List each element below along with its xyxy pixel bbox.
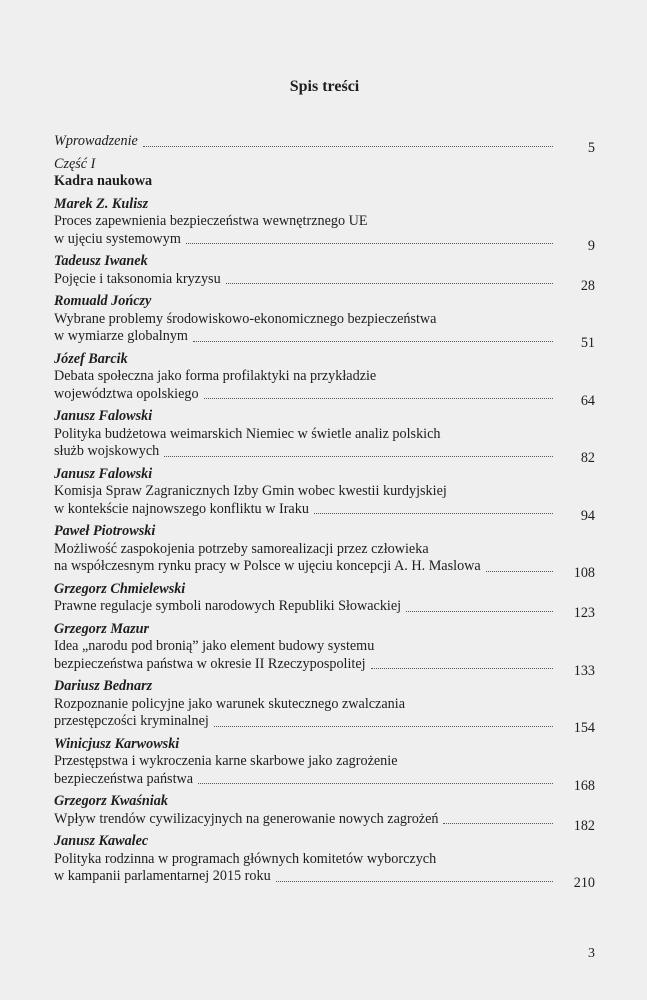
toc-entry-page: 108 (573, 565, 595, 581)
toc-entry-author: Paweł Piotrowski (54, 523, 156, 539)
page-number: 3 (588, 946, 595, 961)
toc-entry-page: 9 (587, 237, 595, 254)
toc-entry (54, 620, 595, 679)
dot-leader (143, 145, 553, 147)
toc-entry-last-line (54, 558, 595, 581)
toc-entry (54, 678, 595, 736)
toc-entry-last-line (54, 270, 595, 294)
toc-entry-author: Dariusz Bednarz (54, 678, 153, 694)
toc-entry-page: 154 (573, 720, 595, 736)
toc-entry-last-line (54, 868, 595, 891)
toc-entry (54, 195, 595, 254)
dot-leader (314, 512, 553, 514)
toc-entry-title: Wprowadzenie (54, 133, 138, 149)
toc-entry-author: Tadeusz Iwanek (54, 253, 148, 269)
dot-leader (371, 667, 553, 669)
toc-entry (54, 580, 595, 621)
toc-entry-page: 133 (573, 662, 595, 679)
toc-entry-page: 28 (580, 277, 595, 294)
toc-entry-author: Janusz Falowski (54, 408, 153, 424)
toc-entry (54, 293, 595, 351)
toc-entry-title: w ujęciu systemowym (54, 230, 181, 247)
toc-entry-author: Romuald Jończy (54, 293, 152, 309)
toc-entry-title-line: Polityka rodzinna w programach głównych komitetów wyborczych (54, 850, 437, 867)
toc-entry-intro (54, 133, 595, 156)
toc-entry-last-line (54, 133, 595, 156)
toc-entry-last-line (54, 810, 595, 834)
toc-entry-last-line (54, 443, 595, 466)
toc-entry-last-line (54, 598, 595, 621)
toc-entry-last-line (54, 500, 595, 524)
toc-entry (54, 793, 595, 834)
toc-entry-title: przestępczości kryminalnej (54, 713, 209, 729)
dot-leader (204, 397, 553, 399)
toc-entry-author: Marek Z. Kulisz (54, 195, 149, 212)
toc-entry-page: 5 (587, 140, 595, 156)
toc-entry (54, 408, 595, 466)
toc-part-header (54, 156, 595, 191)
toc-heading: Spis treści (289, 78, 360, 95)
toc-entry-last-line (54, 713, 595, 736)
toc-entry-title-line: Możliwość zaspokojenia potrzeby samorealizacji przez człowieka (54, 540, 429, 557)
toc-entry (54, 465, 595, 524)
toc-entry-page: 168 (573, 777, 595, 794)
toc-entry-page: 210 (573, 875, 595, 891)
toc-entry-page: 182 (573, 817, 595, 834)
toc-entry (54, 253, 595, 294)
toc-entry-page: 82 (580, 450, 595, 466)
toc-entry (54, 735, 595, 794)
toc-entry-title-line: Debata społeczna jako forma profilaktyki na przykładzie (54, 368, 377, 384)
toc-entry-last-line (54, 328, 595, 351)
toc-entry-title: w kampanii parlamentarnej 2015 roku (54, 868, 271, 884)
toc-entry-title: Prawne regulacje symboli narodowych Republiki Słowackiej (54, 598, 402, 614)
toc-entry-author: Janusz Kawalec (54, 833, 149, 849)
toc-entry-title-line: Komisja Spraw Zagranicznych Izby Gmin wobec kwestii kurdyjskiej (54, 483, 447, 499)
toc-entry-title: bezpieczeństwa państwa w okresie II Rzeczypospolitej (54, 655, 366, 672)
toc-entry-page: 51 (580, 335, 595, 351)
toc-entry-author: Grzegorz Chmielewski (54, 580, 186, 597)
toc-entry-title: województwa opolskiego (54, 385, 199, 402)
toc-entry-title: Wpływ trendów cywilizacyjnych na generowanie nowych zagrożeń (54, 810, 439, 827)
toc-entry-author: Winicjusz Karwowski (54, 735, 180, 752)
toc-entry-last-line (54, 385, 595, 409)
toc-entry-page: 123 (573, 605, 595, 621)
toc-entry (54, 350, 595, 409)
dot-leader (406, 610, 553, 612)
toc-entry-title: w wymiarze globalnym (54, 328, 188, 344)
toc-entry-title: służb wojskowych (54, 443, 160, 459)
dot-leader (193, 340, 553, 342)
toc-entry-title-line: Idea „narodu pod bronią” jako element budowy systemu (54, 638, 375, 654)
dot-leader (226, 282, 553, 284)
toc-entry-last-line (54, 655, 595, 679)
toc-entry-title-line: Proces zapewnienia bezpieczeństwa wewnętrznego UE (54, 213, 368, 229)
toc-entry-last-line (54, 230, 595, 254)
toc-entry-title-line: Polityka budżetowa weimarskich Niemiec w świetle analiz polskich (54, 425, 441, 442)
toc-entry-author: Józef Barcik (54, 350, 128, 367)
toc-entry-author: Grzegorz Mazur (54, 620, 150, 637)
toc-entry-title-line: Rozpoznanie policyjne jako warunek skutecznego zwalczania (54, 695, 405, 712)
toc-entry-page: 64 (580, 392, 595, 409)
dot-leader (186, 242, 553, 244)
toc-entry (54, 523, 595, 581)
dot-leader (443, 822, 553, 824)
dot-leader (214, 725, 553, 727)
toc-entry-title: w kontekście najnowszego konfliktu w Iraku (54, 500, 309, 517)
toc-entry-last-line (54, 770, 595, 794)
part-name: Kadra naukowa (54, 173, 153, 189)
dot-leader (198, 782, 553, 784)
toc-entry (54, 833, 595, 891)
part-label: Część I (54, 155, 96, 172)
toc-entry-title: na współczesnym rynku pracy w Polsce w ujęciu koncepcji A. H. Maslowa (54, 558, 481, 574)
toc-list (54, 133, 595, 891)
toc-entry-author: Janusz Falowski (54, 465, 153, 482)
dot-leader (164, 455, 553, 457)
toc-entry-author: Grzegorz Kwaśniak (54, 793, 168, 809)
dot-leader (276, 880, 553, 882)
toc-entry-title: bezpieczeństwa państwa (54, 770, 194, 787)
dot-leader (486, 570, 553, 572)
toc-entry-page: 94 (580, 507, 595, 524)
toc-entry-title-line: Wybrane problemy środowiskowo-ekonomicznego bezpieczeństwa (54, 310, 437, 327)
toc-entry-title-line: Przestępstwa i wykroczenia karne skarbowe jako zagrożenie (54, 753, 398, 769)
toc-entry-title: Pojęcie i taksonomia kryzysu (54, 270, 221, 287)
